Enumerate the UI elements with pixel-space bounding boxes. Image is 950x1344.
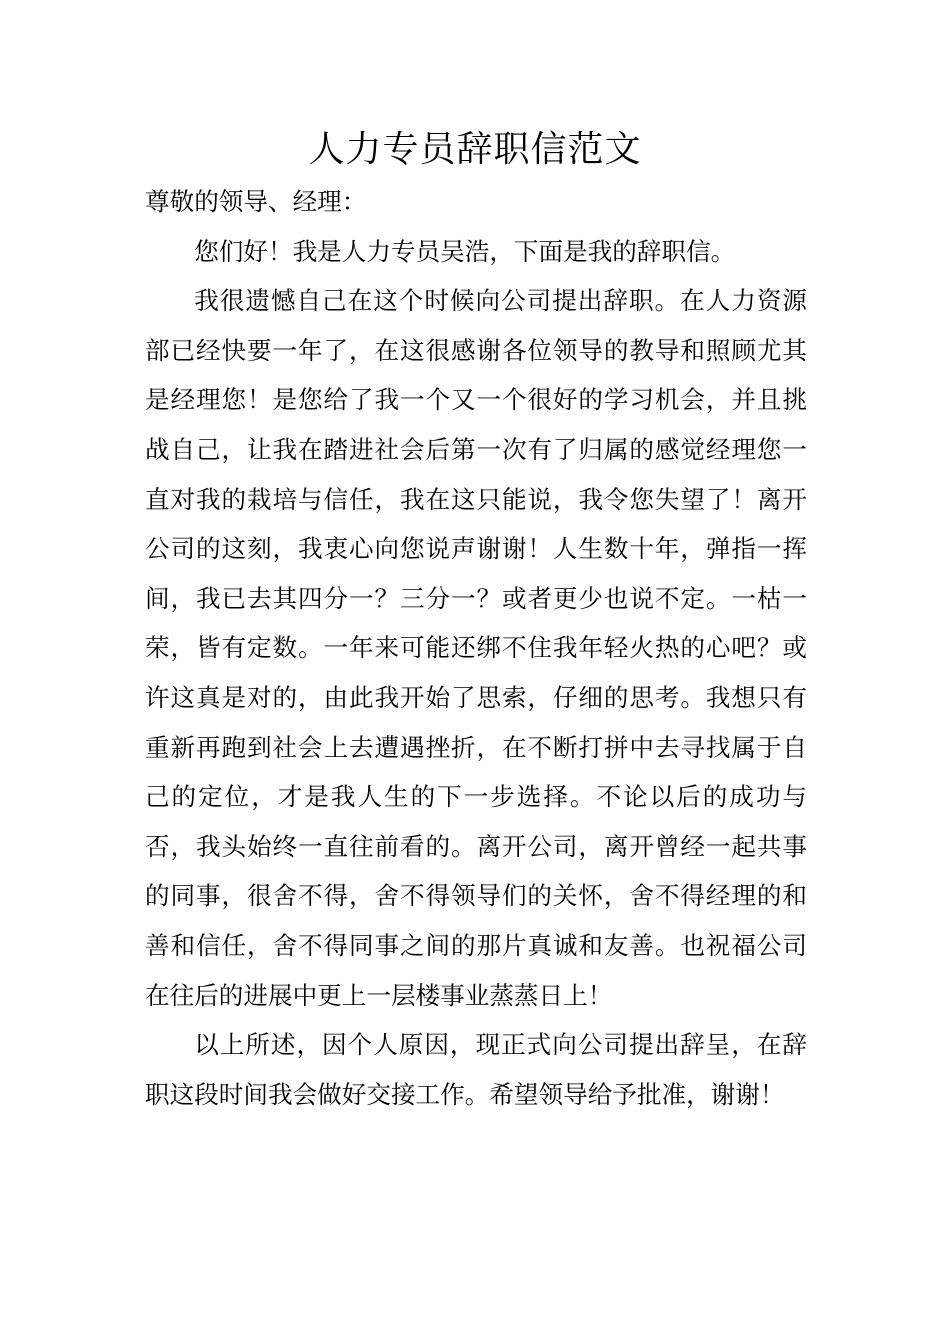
document-title: 人力专员辞职信范文 [308,129,642,170]
paragraph-main: 我很遗憾自己在这个时候向公司提出辞职。在人力资源部已经快要一年了，在这很感谢各位领导的教导和照顾尤其是经理您！是您给了我一个又一个很好的学习机会，并且挑战自己，让我在踏进社会后第一次有了归属的感觉经理您一直对我的栽培与信任，我在这只能说，我令您失望了！离开公司的这刻，我衷心向您说声谢谢！人生数十年，弹指一挥间，我已去其四分一？三分一？或者更少也说不定。一枯一荣，皆有定数。一年来可能还绑不住我年轻火热的心吧？或许这真是对的，由此我开始了思索，仔细的思考。我想只有重新再跑到社会上去遭遇挫折，在不断打拼中去寻找属于自己的定位，才是我人生的下一步选择。不论以后的成功与否，我头始终一直往前看的。离开公司，离开曾经一起共事的同事，很舍不得，舍不得领导们的关怀，舍不得经理的和善和信任，舍不得同事之间的那片真诚和友善。也祝福公司在往后的进展中更上一层楼事业蒸蒸日上！ [145,286,807,1010]
letter-body [145,177,807,1119]
paragraph-greeting: 您们好！我是人力专员吴浩，下面是我的辞职信。 [194,236,736,266]
paragraph-closing: 以上所述，因个人原因，现正式向公司提出辞呈，在辞职这段时间我会做好交接工作。希望领导给予批准，谢谢！ [145,1030,807,1109]
salutation: 尊敬的领导、经理： [145,187,367,216]
